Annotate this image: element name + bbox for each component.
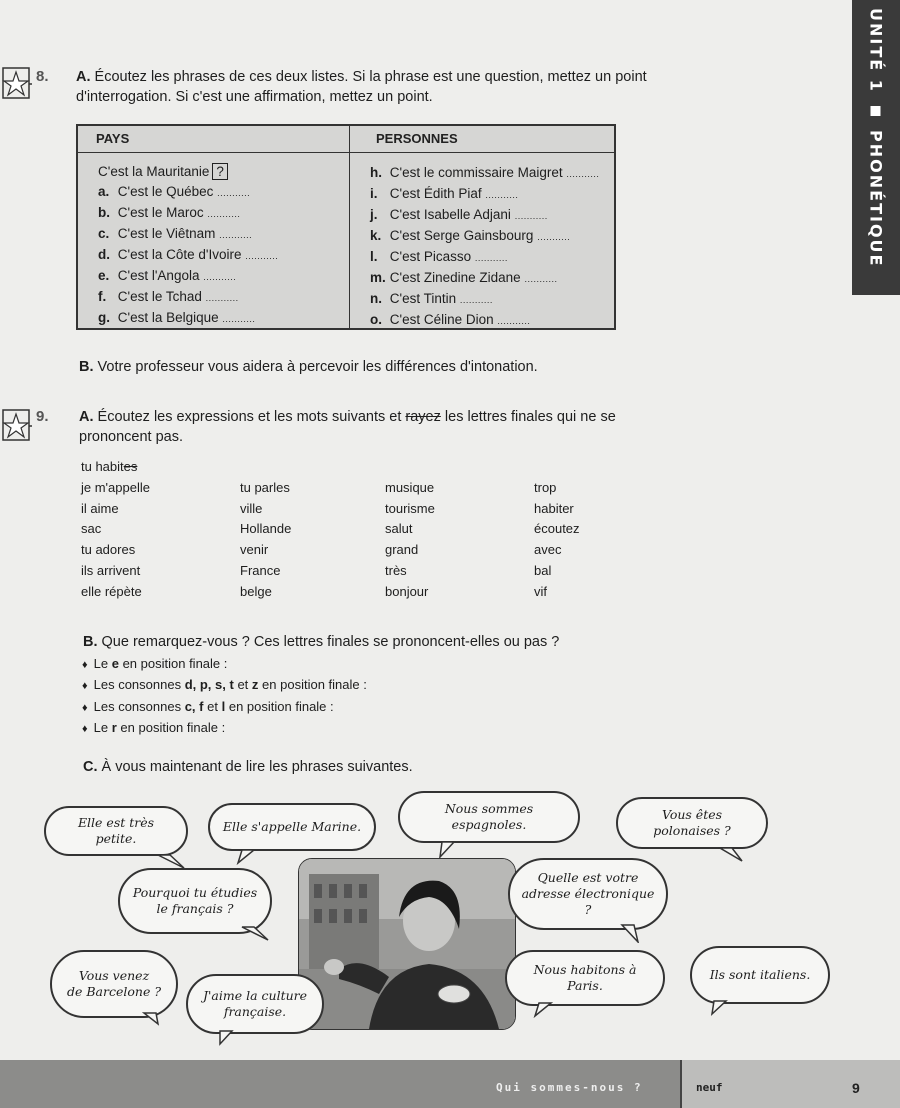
example-answer-box: ? bbox=[212, 163, 228, 180]
exercise-9c-instruction bbox=[83, 757, 413, 777]
answer-blank[interactable]: ........... bbox=[219, 230, 253, 240]
item-text: C'est la Belgique bbox=[117, 310, 219, 325]
personnes-row bbox=[350, 310, 614, 331]
word-item[interactable]: ville bbox=[240, 500, 263, 516]
word-item[interactable]: habiter bbox=[534, 500, 574, 516]
bubble-tail-icon bbox=[704, 999, 734, 1019]
bubble-tail-icon bbox=[230, 848, 260, 868]
item-letter: f. bbox=[98, 289, 107, 304]
exercise-9c-text: À vous maintenant de lire les phrases suivantes. bbox=[101, 759, 413, 775]
bullet-mid: et bbox=[207, 698, 218, 714]
answer-blank[interactable]: ........... bbox=[459, 295, 493, 305]
bubble-text: Vous venez de Barcelone ? bbox=[66, 968, 162, 999]
speech-bubble bbox=[50, 950, 178, 1018]
pays-row bbox=[78, 266, 349, 287]
item-text: C'est Serge Gainsbourg bbox=[389, 228, 534, 243]
bullet-letters-2: z bbox=[251, 677, 259, 693]
word-item[interactable]: venir bbox=[240, 542, 269, 558]
answer-blank[interactable]: ........... bbox=[474, 253, 508, 263]
instruction-line-1: Écoutez les phrases de ces deux listes. Si la phrase est une question, mettez un point bbox=[94, 69, 647, 85]
word-item[interactable]: elle répète bbox=[81, 583, 142, 599]
answer-blank[interactable]: ........... bbox=[222, 314, 256, 324]
bubble-text: Nous sommes espagnoles. bbox=[444, 801, 534, 832]
word-item[interactable]: Hollande bbox=[240, 521, 292, 537]
answer-blank[interactable]: ........... bbox=[566, 169, 600, 179]
item-text: C'est le commissaire Maigret bbox=[389, 165, 563, 180]
word-item[interactable]: tu adores bbox=[81, 542, 136, 558]
word-column-4 bbox=[534, 478, 580, 602]
item-letter: b. bbox=[98, 205, 110, 220]
speech-bubble bbox=[44, 806, 188, 856]
answer-blank[interactable]: ........... bbox=[205, 293, 239, 303]
speech-bubble bbox=[398, 791, 580, 843]
bullet-item bbox=[82, 697, 367, 718]
example-text: C'est la Mauritanie bbox=[98, 164, 210, 179]
item-letter: d. bbox=[98, 247, 110, 262]
personnes-row bbox=[350, 247, 614, 268]
footer-page-panel bbox=[680, 1060, 900, 1108]
item-text: C'est la Côte d'Ivoire bbox=[117, 247, 242, 262]
diamond-bullet-icon: ♦ bbox=[82, 722, 88, 735]
instruction-line-2: d'interrogation. Si c'est une affirmation, mettez un point. bbox=[76, 89, 433, 105]
bullet-letters-2: l bbox=[221, 698, 226, 714]
item-letter: a. bbox=[98, 184, 110, 199]
bubble-text: Elle s'appelle Marine. bbox=[222, 819, 362, 834]
section-label: PHONÉTIQUE bbox=[866, 130, 886, 268]
word-column-1 bbox=[81, 478, 150, 602]
word-item[interactable]: tourisme bbox=[385, 500, 435, 516]
word-item[interactable]: salut bbox=[385, 521, 413, 537]
speech-bubble bbox=[616, 797, 768, 849]
pays-row bbox=[78, 308, 349, 329]
word-item[interactable]: bonjour bbox=[385, 583, 429, 599]
item-letter: h. bbox=[370, 165, 382, 180]
example-word-main: tu habit bbox=[81, 459, 124, 474]
bubble-text: Nous habitons à Paris. bbox=[533, 962, 637, 993]
exercise-8b-instruction bbox=[79, 357, 538, 377]
word-item[interactable]: il aime bbox=[81, 500, 119, 516]
item-letter: i. bbox=[370, 186, 378, 201]
bullet-pre: Les consonnes bbox=[93, 677, 182, 693]
word-item[interactable]: musique bbox=[385, 480, 435, 495]
audio-star-icon bbox=[2, 66, 32, 102]
bullet-post: en position finale : bbox=[120, 719, 226, 735]
pays-row bbox=[78, 224, 349, 245]
pays-row bbox=[78, 182, 349, 203]
page-number: 9 bbox=[852, 1080, 860, 1096]
final-letters-list bbox=[82, 654, 367, 739]
word-item[interactable]: bal bbox=[534, 562, 552, 578]
page-word: neuf bbox=[696, 1081, 723, 1094]
square-bullet-icon bbox=[871, 106, 881, 116]
bubble-text: Vous êtes polonaises ? bbox=[653, 807, 731, 838]
bullet-pre: Les consonnes bbox=[93, 698, 182, 714]
bullet-item bbox=[82, 654, 367, 675]
example-row bbox=[78, 162, 349, 182]
exercise-8-number: 8. bbox=[36, 68, 49, 85]
diamond-bullet-icon: ♦ bbox=[82, 659, 88, 671]
exercise-9-number: 9. bbox=[36, 408, 49, 425]
bullet-letters: c, f bbox=[184, 698, 204, 714]
part-a-letter: A. bbox=[79, 409, 94, 425]
woman-photo bbox=[298, 858, 516, 1030]
answer-blank[interactable]: ........... bbox=[203, 272, 237, 282]
bullet-pre: Le bbox=[93, 656, 109, 671]
bubble-tail-icon bbox=[432, 840, 462, 860]
bullet-item bbox=[82, 718, 367, 739]
answer-blank[interactable]: ........... bbox=[217, 188, 251, 198]
bubble-text: Pourquoi tu étudies le français ? bbox=[132, 885, 258, 916]
item-text: C'est le Viêtnam bbox=[117, 226, 216, 241]
word-column-3 bbox=[385, 478, 435, 602]
unit-sidebar-tab bbox=[852, 0, 900, 295]
item-letter: c. bbox=[98, 226, 110, 241]
item-text: C'est le Tchad bbox=[117, 289, 202, 304]
word-item[interactable]: écoutez bbox=[534, 521, 580, 537]
word-item[interactable]: ils arrivent bbox=[81, 562, 141, 578]
bubble-tail-icon bbox=[212, 1029, 242, 1049]
pays-personnes-table bbox=[76, 124, 616, 330]
bullet-mid: et bbox=[237, 677, 249, 693]
instruction-line-2: prononcent pas. bbox=[79, 429, 183, 445]
unit-label: UNITÉ 1 bbox=[866, 8, 886, 93]
answer-blank[interactable]: ........... bbox=[524, 274, 558, 284]
bullet-item bbox=[82, 675, 367, 696]
instruction-post: les lettres finales qui ne se bbox=[444, 409, 616, 425]
example-word bbox=[81, 457, 137, 478]
pays-column bbox=[78, 126, 350, 328]
part-b-letter: B. bbox=[79, 359, 94, 375]
bubble-text: J'aime la culture française. bbox=[202, 988, 308, 1019]
word-item[interactable]: trop bbox=[534, 480, 557, 495]
word-item[interactable]: belge bbox=[240, 583, 272, 599]
part-c-letter: C. bbox=[83, 759, 98, 775]
instruction-pre: Écoutez les expressions et les mots suivants et bbox=[97, 409, 402, 425]
bullet-letters: e bbox=[111, 656, 119, 671]
personnes-row bbox=[350, 289, 614, 310]
answer-blank[interactable]: ........... bbox=[497, 316, 531, 326]
example-word-struck: es bbox=[123, 459, 138, 474]
exercise-9b-instruction bbox=[83, 632, 559, 652]
answer-blank[interactable]: ........... bbox=[485, 190, 519, 200]
exercise-8a-instruction bbox=[76, 67, 647, 107]
exercise-9b-text: Que remarquez-vous ? Ces lettres finales se prononcent-elles ou pas ? bbox=[101, 634, 560, 650]
word-item[interactable]: tu parles bbox=[240, 480, 290, 495]
diamond-bullet-icon: ♦ bbox=[82, 680, 88, 693]
item-letter: j. bbox=[370, 207, 378, 222]
answer-blank[interactable]: ........... bbox=[245, 251, 279, 261]
item-text: C'est Picasso bbox=[389, 249, 472, 264]
pays-row bbox=[78, 245, 349, 266]
speech-bubble bbox=[186, 974, 324, 1034]
personnes-row bbox=[350, 226, 614, 247]
audio-star-icon bbox=[2, 408, 32, 444]
exercise-9a-instruction bbox=[79, 407, 616, 447]
part-b-letter: B. bbox=[83, 634, 98, 650]
item-letter: e. bbox=[98, 268, 110, 283]
item-letter: m. bbox=[370, 270, 386, 285]
bubble-text: Elle est très petite. bbox=[77, 815, 155, 846]
personnes-column bbox=[350, 126, 614, 328]
bullet-pre: Le bbox=[93, 719, 109, 735]
item-text: C'est Isabelle Adjani bbox=[389, 207, 511, 222]
personnes-row bbox=[350, 184, 614, 205]
bullet-post: en position finale : bbox=[122, 656, 228, 671]
word-item[interactable]: France bbox=[240, 562, 281, 578]
word-column-2 bbox=[240, 478, 291, 602]
page-footer bbox=[0, 1060, 900, 1108]
answer-blank[interactable]: ........... bbox=[537, 232, 571, 242]
item-letter: k. bbox=[370, 228, 382, 243]
pays-header: PAYS bbox=[78, 126, 349, 153]
speech-bubble bbox=[505, 950, 665, 1006]
bubble-text: Ils sont italiens. bbox=[709, 967, 811, 982]
answer-blank[interactable]: ........... bbox=[514, 211, 548, 221]
item-letter: l. bbox=[370, 249, 378, 264]
footer-title: Qui sommes-nous ? bbox=[496, 1081, 643, 1094]
speech-bubble bbox=[690, 946, 830, 1004]
bullet-post: en position finale : bbox=[262, 677, 367, 693]
word-item[interactable]: très bbox=[385, 562, 407, 578]
speech-bubble bbox=[208, 803, 376, 851]
item-text: C'est Édith Piaf bbox=[389, 186, 482, 201]
diamond-bullet-icon: ♦ bbox=[82, 701, 88, 714]
exercise-8b-text: Votre professeur vous aidera à percevoir les différences d'intonation. bbox=[97, 359, 538, 375]
item-text: C'est Céline Dion bbox=[389, 312, 494, 327]
item-letter: o. bbox=[370, 312, 382, 327]
pays-row bbox=[78, 203, 349, 224]
bullet-post: en position finale : bbox=[228, 698, 334, 714]
bullet-letters: r bbox=[111, 719, 117, 735]
personnes-row bbox=[350, 205, 614, 226]
bubble-tail-icon bbox=[240, 925, 270, 945]
speech-bubble bbox=[508, 858, 668, 930]
answer-blank[interactable]: ........... bbox=[207, 209, 241, 219]
personnes-row bbox=[350, 163, 614, 184]
personnes-row bbox=[350, 268, 614, 289]
bubble-tail-icon bbox=[142, 1011, 172, 1031]
item-letter: g. bbox=[98, 310, 110, 325]
word-item[interactable]: vif bbox=[534, 583, 547, 599]
bubble-tail-icon bbox=[527, 1001, 557, 1021]
word-item[interactable]: grand bbox=[385, 542, 419, 558]
item-text: C'est le Maroc bbox=[117, 205, 204, 220]
item-text: C'est Zinedine Zidane bbox=[389, 270, 521, 285]
bubble-tail-icon bbox=[620, 923, 650, 943]
word-item[interactable]: sac bbox=[81, 521, 102, 537]
personnes-header: PERSONNES bbox=[350, 126, 614, 153]
bullet-letters: d, p, s, t bbox=[184, 677, 234, 693]
word-item[interactable]: avec bbox=[534, 542, 562, 558]
part-a-letter: A. bbox=[76, 69, 91, 85]
item-letter: n. bbox=[370, 291, 382, 306]
bubble-tail-icon bbox=[718, 846, 748, 866]
item-text: C'est le Québec bbox=[117, 184, 214, 199]
instruction-struck-word: rayez bbox=[405, 409, 441, 425]
pays-row bbox=[78, 287, 349, 308]
bubble-text: Quelle est votre adresse électronique ? bbox=[521, 870, 655, 917]
word-item[interactable]: je m'appelle bbox=[81, 480, 150, 495]
item-text: C'est Tintin bbox=[389, 291, 457, 306]
item-text: C'est l'Angola bbox=[117, 268, 200, 283]
